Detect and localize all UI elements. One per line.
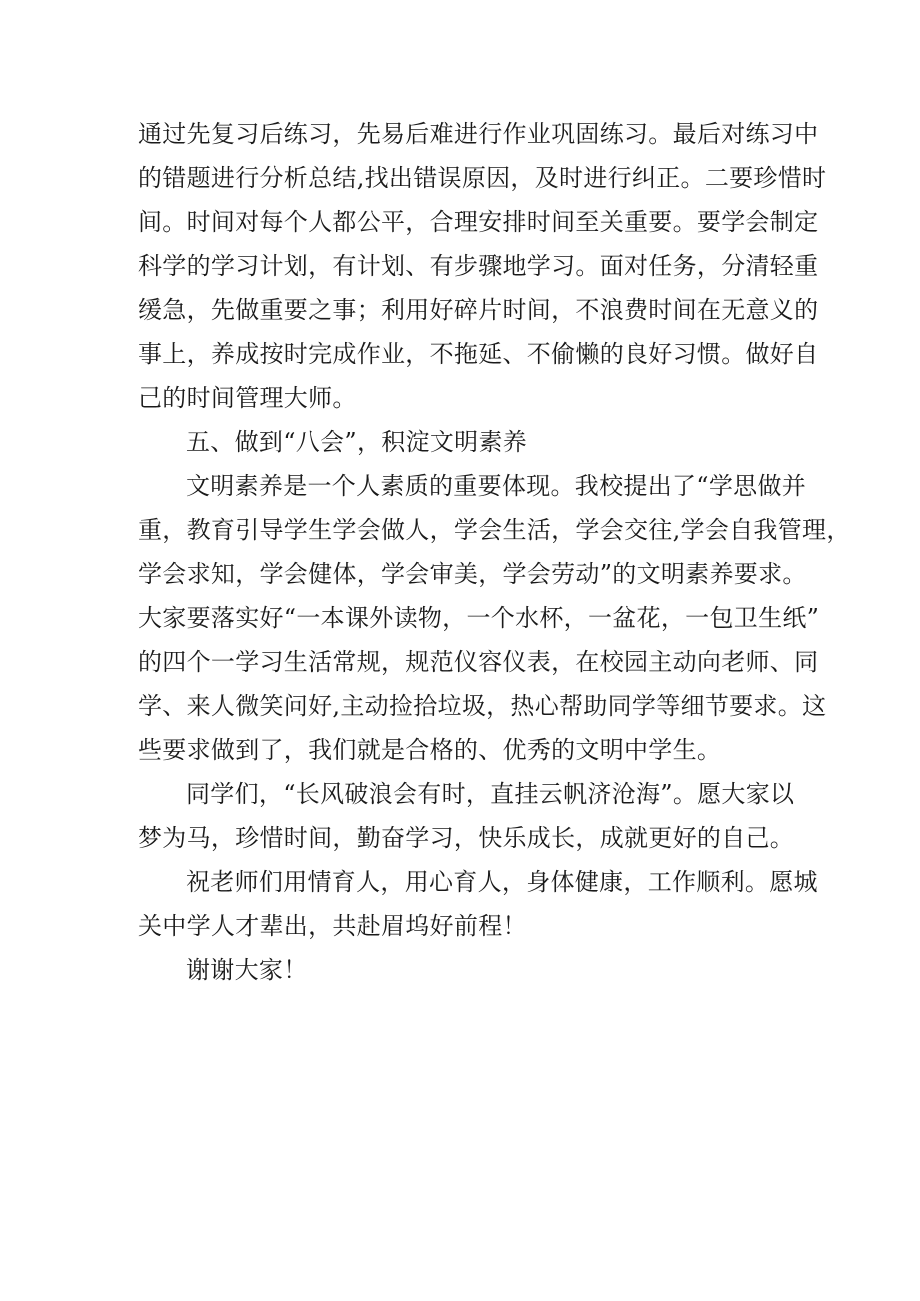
text-line: 梦为马，珍惜时间，勤奋学习，快乐成长，成就更好的自己。 [138, 824, 795, 852]
text-line: 通过先复习后练习，先易后难进行作业巩固练习。最后对练习中 [138, 120, 819, 148]
paragraph-time-management [138, 112, 827, 420]
text-line: 文明素养是一个人素质的重要体现。我校提出了“学思做并 [186, 472, 807, 500]
document-body [138, 112, 851, 992]
section-heading-text: 五、做到“八会”，积淀文明素养 [186, 428, 528, 456]
text-line: 科学的学习计划，有计划、有步骤地学习。面对任务，分清轻重 [138, 252, 819, 280]
text-line: 事上，养成按时完成作业，不拖延、不偷懒的良好习惯。做好自 [138, 340, 819, 368]
text-line: 祝老师们用情育人，用心育人，身体健康，工作顺利。愿城 [186, 868, 818, 896]
text-line: 己的时间管理大师。 [138, 384, 357, 412]
text-line: 同学们，“长风破浪会有时，直挂云帆济沧海”。愿大家以 [186, 780, 795, 808]
paragraph-closing [138, 948, 798, 992]
text-line: 的四个一学习生活常规，规范仪容仪表，在校园主动向老师、同 [138, 648, 819, 676]
text-line: 些要求做到了，我们就是合格的、优秀的文明中学生。 [138, 736, 722, 764]
paragraph-students-wish [138, 772, 798, 860]
paragraph-civility [138, 464, 851, 772]
text-line: 间。时间对每个人都公平，合理安排时间至关重要。要学会制定 [138, 208, 819, 236]
text-line: 关中学人才辈出，共赴眉坞好前程！ [138, 912, 527, 940]
text-line: 重，教育引导学生学会做人，学会生活，学会交往,学会自我管理， [138, 516, 851, 544]
text-line: 学、来人微笑问好,主动捡拾垃圾，热心帮助同学等细节要求。这 [138, 692, 827, 720]
text-line: 大家要落实好“一本课外读物，一个水杯，一盆花，一包卫生纸” [138, 604, 820, 632]
text-line: 的错题进行分析总结,找出错误原因，及时进行纠正。二要珍惜时 [138, 164, 827, 192]
section-heading-five [138, 420, 798, 464]
closing-text: 谢谢大家！ [186, 956, 308, 984]
text-line: 缓急，先做重要之事；利用好碎片时间，不浪费时间在无意义的 [138, 296, 819, 324]
text-line: 学会求知，学会健体，学会审美，学会劳动”的文明素养要求。 [138, 560, 807, 588]
paragraph-teachers-wish [138, 860, 818, 948]
